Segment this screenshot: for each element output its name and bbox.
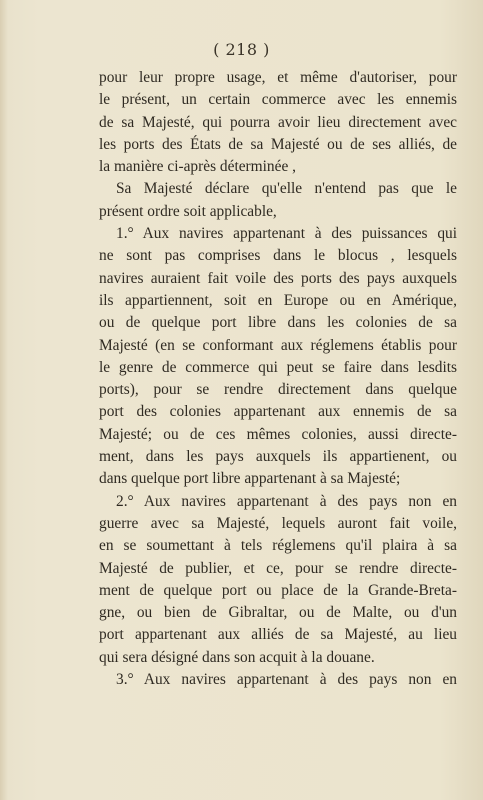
text-line: 3.° Aux navires appartenant à des pays non en bbox=[116, 671, 457, 689]
text-line: en se soumettant à tels réglemens qu'il plaira à sa bbox=[99, 537, 457, 555]
text-line: les ports des États de sa Majesté ou de ses alliés, de bbox=[99, 135, 457, 153]
text-line: port appartenant aux alliés de sa Majesté, au lieu bbox=[99, 626, 457, 644]
text-line: de sa Majesté, qui pourra avoir lieu directement avec bbox=[99, 113, 457, 131]
text-line: ne sont pas comprises dans le blocus , lesquels bbox=[99, 247, 457, 265]
text-line: le présent, un certain commerce avec les ennemis bbox=[99, 91, 457, 109]
text-line: pour leur propre usage, et même d'autoriser, pour bbox=[99, 69, 457, 86]
text-line: guerre avec sa Majesté, lequels auront fait voile, bbox=[99, 514, 457, 532]
text-line: ou de quelque port libre dans les colonies de sa bbox=[99, 314, 457, 332]
text-line: Majesté (en se conformant aux réglemens établis pour bbox=[99, 336, 457, 354]
text-line: gne, ou bien de Gibraltar, ou de Malte, ou d'un bbox=[99, 604, 457, 622]
text-line: 2.° Aux navires appartenant à des pays non en bbox=[116, 492, 457, 510]
page-number-header: ( 218 ) bbox=[213, 40, 270, 59]
text-line: ment de quelque port ou place de la Grande-Breta- bbox=[99, 581, 457, 599]
text-line: 1.° Aux navires appartenant à des puissances qui bbox=[116, 225, 457, 243]
body-text bbox=[99, 67, 457, 691]
text-line: qui sera désigné dans son acquit à la douane. bbox=[99, 648, 375, 666]
text-line: ils appartiennent, soit en Europe ou en Amérique, bbox=[99, 291, 457, 309]
text-line: ports), pour se rendre directement dans quelque bbox=[99, 381, 457, 399]
text-line: présent ordre soit applicable, bbox=[99, 202, 277, 220]
text-line: port des colonies appartenant aux ennemis de sa bbox=[99, 403, 457, 421]
text-line: Majesté de publier, et ce, pour se rendre directe- bbox=[99, 559, 457, 577]
text-line: navires auraient fait voile des ports des pays auxquels bbox=[99, 269, 457, 287]
text-line: le genre de commerce qui peut se faire dans lesdits bbox=[99, 358, 457, 376]
text-line: dans quelque port libre appartenant à sa Majesté; bbox=[99, 470, 401, 488]
text-line: Majesté; ou de ces mêmes colonies, aussi directe- bbox=[99, 425, 457, 443]
text-line: la manière ci-après déterminée , bbox=[99, 158, 296, 176]
text-line: Sa Majesté déclare qu'elle n'entend pas que le bbox=[116, 180, 457, 198]
text-line: ment, dans les pays auxquels ils appartienent, ou bbox=[99, 448, 457, 466]
